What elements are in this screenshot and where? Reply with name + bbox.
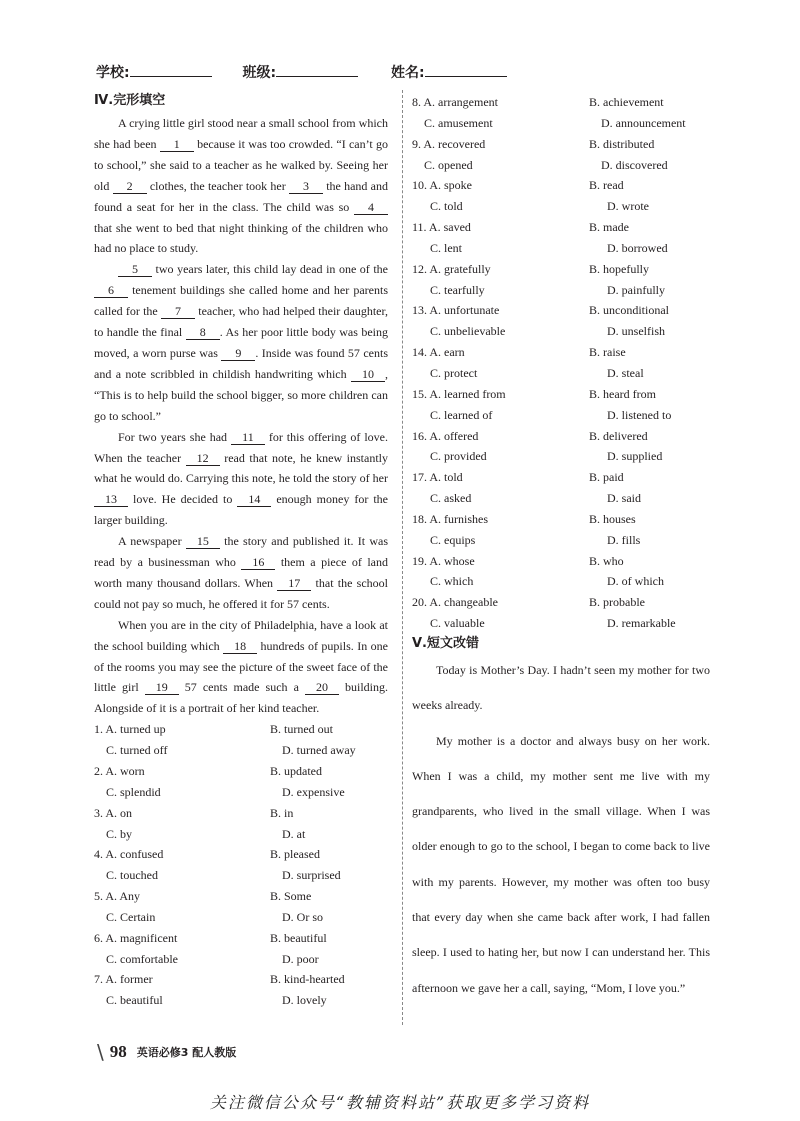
question-number: 12. — [412, 261, 427, 276]
question-8-row-ab — [412, 92, 710, 113]
option-c[interactable]: C. opened — [424, 157, 473, 172]
question-number: 8. — [412, 95, 421, 109]
option-d[interactable]: D. announcement — [601, 115, 686, 130]
question-19-row-ab — [412, 551, 710, 572]
option-c[interactable]: C. learned of — [430, 407, 493, 422]
question-number: 17. — [412, 470, 427, 485]
question-8-row-cd — [412, 113, 710, 134]
blank-17: 17 — [277, 577, 311, 591]
cloze-paragraph — [94, 615, 388, 720]
blank-1: 1 — [160, 138, 194, 152]
blank-7: 7 — [161, 305, 195, 319]
option-d[interactable]: D. listened to — [607, 407, 672, 422]
option-b[interactable]: B. updated — [270, 763, 322, 778]
option-d[interactable]: D. said — [607, 491, 641, 506]
question-14-row-cd — [412, 363, 710, 384]
option-a-text: A. turned up — [105, 722, 166, 737]
option-c[interactable]: C. unbelievable — [430, 324, 506, 339]
option-d[interactable]: D. Or so — [282, 909, 323, 924]
passage-text: . Inside was found 57 cents and a note scribbled in childish handwriting which — [94, 345, 388, 381]
passage-text: hundreds of pupils. In one of the rooms you may see the picture of the sweet face of the little girl — [94, 638, 388, 695]
passage-text: clothes, the teacher took her — [146, 178, 289, 193]
page-number: 98 — [109, 1042, 127, 1061]
question-6-row-ab — [94, 928, 388, 949]
option-a[interactable] — [94, 761, 270, 782]
option-a[interactable] — [412, 509, 589, 530]
question-number: 4. — [94, 847, 103, 862]
blank-10: 10 — [351, 368, 385, 382]
cloze-passage — [94, 113, 388, 719]
blank-20: 20 — [305, 681, 339, 695]
blank-4: 4 — [354, 201, 388, 215]
option-a-text: A. recovered — [423, 136, 486, 151]
question-19-row-cd — [412, 571, 710, 592]
right-column — [412, 92, 710, 1006]
passage-text: the story and published it. It was read by a businessman who — [94, 534, 388, 570]
question-9-row-cd — [412, 155, 710, 176]
option-d[interactable]: D. poor — [282, 951, 319, 966]
option-a-text: A. Any — [105, 889, 141, 904]
question-10-row-ab — [412, 175, 710, 196]
option-d[interactable]: D. expensive — [282, 784, 345, 799]
option-d[interactable]: D. turned away — [282, 743, 356, 758]
passage-text: tenement buildings she called home and her parents called for the — [94, 283, 388, 319]
passage-text: A crying little girl stood near a small school from which she had been — [94, 116, 388, 151]
option-d[interactable]: D. remarkable — [607, 616, 676, 631]
option-c[interactable]: C. valuable — [430, 616, 485, 631]
question-5-row-cd — [94, 907, 388, 928]
option-a-text: A. earn — [429, 345, 465, 360]
option-a-text: A. saved — [428, 220, 471, 235]
passage-text: . As her poor little body was being moved, a worn purse was — [94, 325, 388, 360]
option-a[interactable] — [94, 928, 270, 949]
name-field[interactable] — [425, 64, 507, 77]
question-20-row-cd — [412, 613, 710, 634]
option-d[interactable]: D. borrowed — [607, 240, 668, 255]
question-number: 19. — [412, 553, 427, 568]
option-c[interactable]: C. asked — [430, 491, 472, 506]
option-a[interactable] — [412, 592, 589, 613]
question-13-row-ab — [412, 300, 710, 321]
option-b[interactable]: B. kind-hearted — [270, 972, 345, 987]
option-c[interactable]: C. which — [430, 574, 474, 589]
option-b[interactable]: B. paid — [589, 470, 624, 485]
question-number: 14. — [412, 345, 427, 360]
option-b[interactable]: B. houses — [589, 511, 636, 526]
option-d[interactable]: D. wrote — [607, 199, 649, 214]
correction-section-title: Ⅴ.短文改错 — [412, 635, 479, 651]
option-d[interactable]: D. supplied — [607, 449, 663, 464]
option-b[interactable]: B. pleased — [270, 847, 320, 862]
option-a[interactable] — [94, 969, 270, 990]
option-a-text: A. gratefully — [429, 261, 491, 276]
option-a-text: A. on — [105, 805, 133, 820]
question-2-row-cd — [94, 782, 388, 803]
blank-11: 11 — [231, 431, 265, 445]
option-a-text: A. confused — [105, 847, 164, 862]
option-c[interactable]: C. lent — [430, 240, 462, 255]
option-a-text: A. former — [105, 972, 153, 987]
question-number: 16. — [412, 428, 427, 443]
option-c[interactable]: C. splendid — [106, 784, 161, 799]
question-11-row-ab — [412, 217, 710, 238]
option-c[interactable]: C. equips — [430, 532, 476, 547]
passage-text: building. Alongside of it is a portrait of her kind teacher. — [94, 680, 388, 716]
option-d[interactable]: D. surprised — [282, 868, 341, 883]
option-b[interactable]: B. delivered — [589, 428, 648, 443]
option-a[interactable] — [412, 92, 589, 113]
option-a[interactable] — [412, 342, 589, 363]
option-d[interactable]: D. painfully — [607, 282, 665, 297]
option-b[interactable]: B. distributed — [589, 136, 655, 151]
cloze-paragraph — [94, 427, 388, 532]
option-a[interactable] — [412, 300, 589, 321]
name-label: 姓名: — [390, 65, 425, 81]
option-b[interactable]: B. made — [589, 220, 629, 235]
option-d[interactable]: D. at — [282, 826, 306, 841]
question-number: 18. — [412, 511, 427, 526]
blank-19: 19 — [145, 681, 179, 695]
passage-text: , “This is to help build the school bigger, so more children can go to school.” — [94, 366, 388, 423]
question-12-row-cd — [412, 280, 710, 301]
question-18-row-cd — [412, 530, 710, 551]
option-c[interactable]: C. by — [106, 826, 133, 841]
question-1-row-ab — [94, 719, 388, 740]
option-a[interactable] — [412, 426, 589, 447]
blank-13: 13 — [94, 493, 128, 507]
option-d[interactable]: D. fills — [607, 532, 641, 547]
option-c[interactable]: C. protect — [430, 365, 478, 380]
question-number: 11. — [412, 220, 427, 235]
question-number: 5. — [94, 889, 103, 904]
option-b[interactable]: B. probable — [589, 595, 645, 610]
option-b[interactable]: B. heard from — [589, 386, 656, 401]
question-17-row-ab — [412, 467, 710, 488]
question-number: 10. — [412, 178, 427, 193]
option-a[interactable] — [94, 719, 270, 740]
school-field[interactable] — [130, 64, 212, 77]
option-b[interactable]: B. who — [589, 553, 624, 568]
option-c[interactable]: C. told — [430, 199, 463, 214]
option-c[interactable]: C. tearfully — [430, 282, 485, 297]
option-a-text: A. offered — [429, 428, 479, 443]
passage-text: When you are in the city of Philadelphia, have a look at the school building which — [94, 617, 388, 653]
option-a-text: A. arrangement — [423, 95, 498, 109]
option-b[interactable]: B. achievement — [589, 95, 664, 109]
option-a-text: A. changeable — [429, 595, 498, 610]
question-number: 7. — [94, 972, 103, 987]
blank-15: 15 — [186, 535, 220, 549]
option-a[interactable] — [412, 551, 589, 572]
question-12-row-ab — [412, 259, 710, 280]
student-info-header — [96, 62, 507, 82]
option-b[interactable]: B. unconditional — [589, 303, 669, 318]
correction-paragraph-2: My mother is a doctor and always busy on her work. When I was a child, my mother sent me live with my grandparents, who lived in the small village. When I was older enough to go to the school, I began to come back to live with my parents. However, my mother was often too busy that every day when she came back after work, I had fallen sleep. I used to hating her, but now I can understand her. This afternoon we gave her a call, saying, “Mom, I love you.” — [412, 733, 710, 995]
passage-text: enough money for the larger building. — [94, 492, 388, 528]
blank-14: 14 — [237, 493, 271, 507]
option-d[interactable]: D. discovered — [601, 157, 668, 172]
question-number: 20. — [412, 595, 427, 610]
question-7-row-cd — [94, 990, 388, 1011]
school-label: 学校: — [96, 65, 130, 81]
question-number: 9. — [412, 136, 421, 151]
handwritten-note: 关注微信公众号“教辅资料站”获取更多学习资料 — [209, 1093, 591, 1112]
option-c[interactable]: C. comfortable — [106, 951, 178, 966]
question-3-row-cd — [94, 824, 388, 845]
question-4-row-cd — [94, 865, 388, 886]
passage-text: 57 cents made such a — [178, 680, 305, 695]
option-b[interactable]: B. Some — [270, 889, 312, 904]
option-b[interactable]: B. read — [589, 178, 624, 193]
option-b[interactable]: B. beautiful — [270, 930, 327, 945]
blank-2: 2 — [113, 180, 147, 194]
question-number: 15. — [412, 386, 427, 401]
option-a-text: A. unfortunate — [429, 303, 500, 318]
option-a[interactable] — [412, 175, 589, 196]
passage-text: them a piece of land worth many thousand dollars. When — [94, 555, 388, 590]
passage-text: for this offering of love. When the teacher — [94, 429, 389, 465]
book-title: 英语必修3 配人教版 — [136, 1046, 237, 1059]
passage-text: For two years she had — [118, 429, 231, 444]
passage-text: that she went to bed that night thinking of the children who had no place to study. — [94, 220, 388, 256]
option-a-text: A. learned from — [429, 386, 506, 401]
option-a[interactable] — [94, 844, 270, 865]
passage-text: love. He decided to — [128, 492, 238, 507]
question-18-row-ab — [412, 509, 710, 530]
question-9-row-ab — [412, 134, 710, 155]
question-1-row-cd — [94, 740, 388, 761]
option-c[interactable]: C. beautiful — [106, 993, 163, 1008]
question-number: 3. — [94, 805, 103, 820]
cloze-paragraph — [94, 113, 388, 259]
option-c[interactable]: C. amusement — [424, 115, 493, 130]
page-footer — [97, 1040, 236, 1064]
option-a[interactable] — [412, 259, 589, 280]
option-a[interactable] — [94, 886, 270, 907]
column-divider — [402, 90, 403, 1025]
option-a-text: A. whose — [429, 553, 475, 568]
question-15-row-cd — [412, 405, 710, 426]
option-a[interactable] — [412, 384, 589, 405]
passage-text: the hand and found a seat for her in the class. The child was so — [94, 178, 388, 214]
question-11-row-cd — [412, 238, 710, 259]
question-10-row-cd — [412, 196, 710, 217]
cloze-paragraph — [94, 531, 388, 615]
question-20-row-ab — [412, 592, 710, 613]
question-16-row-ab — [412, 426, 710, 447]
option-d[interactable]: D. lovely — [282, 993, 327, 1008]
question-3-row-ab — [94, 803, 388, 824]
question-number: 1. — [94, 722, 103, 737]
option-b[interactable]: B. hopefully — [589, 261, 649, 276]
question-6-row-cd — [94, 949, 388, 970]
option-b[interactable]: B. in — [270, 805, 294, 820]
option-b[interactable]: B. turned out — [270, 722, 333, 737]
class-label: 班级: — [242, 65, 277, 81]
option-d[interactable]: D. unselfish — [607, 324, 665, 339]
blank-18: 18 — [223, 640, 257, 654]
blank-9: 9 — [221, 347, 255, 361]
question-number: 2. — [94, 763, 103, 778]
passage-text: because it was too crowded. “I can’t go to school,” she said to a teacher as he walked by. Seeing her old — [94, 136, 388, 193]
blank-3: 3 — [289, 180, 323, 194]
question-2-row-ab — [94, 761, 388, 782]
question-4-row-ab — [94, 844, 388, 865]
class-field[interactable] — [276, 64, 358, 77]
option-a[interactable] — [412, 217, 589, 238]
option-a[interactable] — [412, 467, 589, 488]
passage-text: two years later, this child lay dead in one of the — [152, 262, 388, 277]
option-c[interactable]: C. Certain — [106, 909, 156, 924]
passage-text: read that note, he knew instantly what he would do. Carrying this note, he told the story of her — [94, 450, 389, 486]
option-a-text: A. spoke — [429, 178, 473, 193]
cloze-section — [94, 92, 388, 1011]
passage-text: teacher, who had helped their daughter, to handle the final — [94, 304, 389, 340]
option-a[interactable] — [412, 134, 589, 155]
blank-5: 5 — [118, 263, 152, 277]
blank-16: 16 — [241, 556, 275, 570]
blank-6: 6 — [94, 284, 128, 298]
option-c[interactable]: C. turned off — [106, 743, 168, 758]
question-17-row-cd — [412, 488, 710, 509]
option-a-text: A. furnishes — [429, 511, 489, 526]
passage-text: A newspaper — [118, 534, 186, 549]
blank-8: 8 — [186, 326, 220, 340]
option-d[interactable]: D. of which — [607, 574, 664, 589]
footer-slash: \ — [97, 1040, 104, 1064]
question-number: 13. — [412, 303, 427, 318]
question-16-row-cd — [412, 446, 710, 467]
question-15-row-ab — [412, 384, 710, 405]
question-7-row-ab — [94, 969, 388, 990]
option-a-text: A. worn — [105, 763, 145, 778]
option-c[interactable]: C. provided — [430, 449, 487, 464]
question-13-row-cd — [412, 321, 710, 342]
option-a[interactable] — [94, 803, 270, 824]
blank-12: 12 — [186, 452, 220, 466]
cloze-paragraph — [94, 259, 388, 426]
question-14-row-ab — [412, 342, 710, 363]
option-c[interactable]: C. touched — [106, 868, 158, 883]
option-a-text: A. magnificent — [105, 930, 178, 945]
option-a-text: A. told — [429, 470, 463, 485]
passage-text: that the school could not pay so much, he offered it for 57 cents. — [94, 575, 389, 611]
option-d[interactable]: D. steal — [607, 365, 644, 380]
cloze-options-right — [412, 92, 710, 634]
option-b[interactable]: B. raise — [589, 345, 626, 360]
correction-paragraph-1: Today is Mother’s Day. I hadn’t seen my mother for two weeks already. — [412, 662, 710, 713]
cloze-options-left — [94, 719, 388, 1011]
cloze-section-title: Ⅳ.完形填空 — [94, 93, 166, 108]
question-5-row-ab — [94, 886, 388, 907]
question-number: 6. — [94, 930, 103, 945]
